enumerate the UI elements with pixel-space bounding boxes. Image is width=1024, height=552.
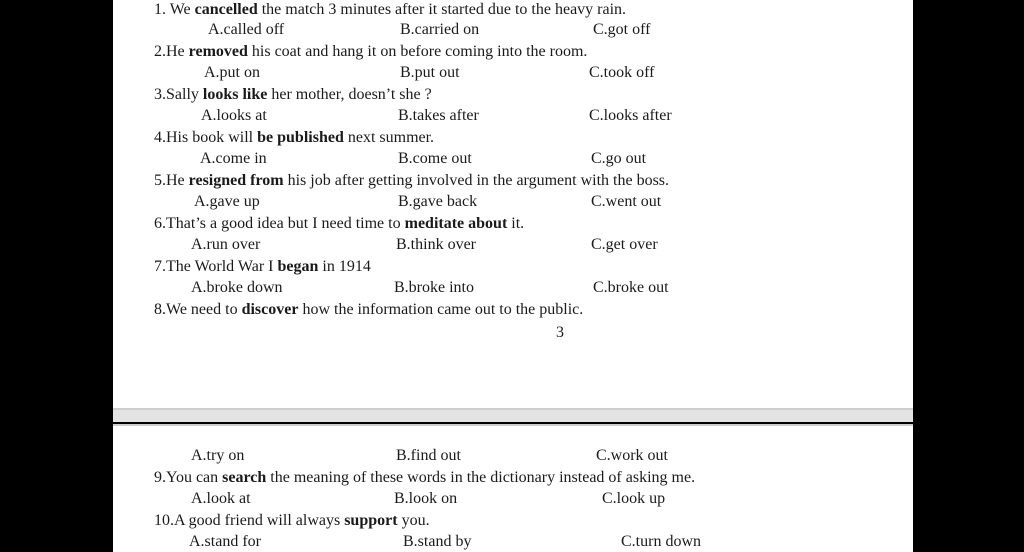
option-8b: B.find out <box>396 447 461 464</box>
option-7c: C.broke out <box>593 279 669 296</box>
option-5a: A.gave up <box>194 193 260 210</box>
option-3b: B.takes after <box>398 107 479 124</box>
question-7: 7.The World War I began in 1914 <box>154 258 371 275</box>
document-page-1 <box>113 0 913 410</box>
option-9c: C.look up <box>602 490 666 507</box>
option-2c: C.took off <box>589 64 655 81</box>
option-1c: C.got off <box>593 21 651 38</box>
option-10b: B.stand by <box>403 533 472 550</box>
option-5c: C.went out <box>591 193 662 210</box>
question-4: 4.His book will be published next summer. <box>154 129 435 146</box>
option-3a: A.looks at <box>201 107 267 124</box>
question-6: 6.That’s a good idea but I need time to meditate about it. <box>154 215 525 232</box>
option-8c: C.work out <box>596 447 668 464</box>
page-number: 3 <box>556 324 564 341</box>
question-10: 10.A good friend will always support you. <box>154 512 430 529</box>
option-4a: A.come in <box>200 150 267 167</box>
option-10a: A.stand for <box>189 533 261 550</box>
option-1a: A.called off <box>208 21 285 38</box>
option-7a: A.broke down <box>191 279 283 296</box>
option-4b: B.come out <box>398 150 472 167</box>
question-8: 8.We need to discover how the information came out to the public. <box>154 301 584 318</box>
option-10c: C.turn down <box>621 533 701 550</box>
question-9: 9.You can search the meaning of these words in the dictionary instead of asking me. <box>154 469 696 486</box>
question-3: 3.Sally looks like her mother, doesn’t she ? <box>154 86 432 103</box>
option-9a: A.look at <box>191 490 251 507</box>
page-separator <box>113 410 913 422</box>
option-2b: B.put out <box>400 64 460 81</box>
option-9b: B.look on <box>394 490 458 507</box>
option-7b: B.broke into <box>394 279 474 296</box>
option-5b: B.gave back <box>398 193 478 210</box>
option-6a: A.run over <box>191 236 261 253</box>
question-5: 5.He resigned from his job after getting involved in the argument with the boss. <box>154 172 670 189</box>
option-8a: A.try on <box>191 447 245 464</box>
option-3c: C.looks after <box>589 107 672 124</box>
option-1b: B.carried on <box>400 21 480 38</box>
document-page-2 <box>113 424 913 552</box>
option-2a: A.put on <box>204 64 260 81</box>
option-4c: C.go out <box>591 150 647 167</box>
option-6c: C.get over <box>591 236 658 253</box>
question-1: 1. We cancelled the match 3 minutes after it started due to the heavy rain. <box>154 1 627 18</box>
option-6b: B.think over <box>396 236 476 253</box>
question-2: 2.He removed his coat and hang it on before coming into the room. <box>154 43 588 60</box>
